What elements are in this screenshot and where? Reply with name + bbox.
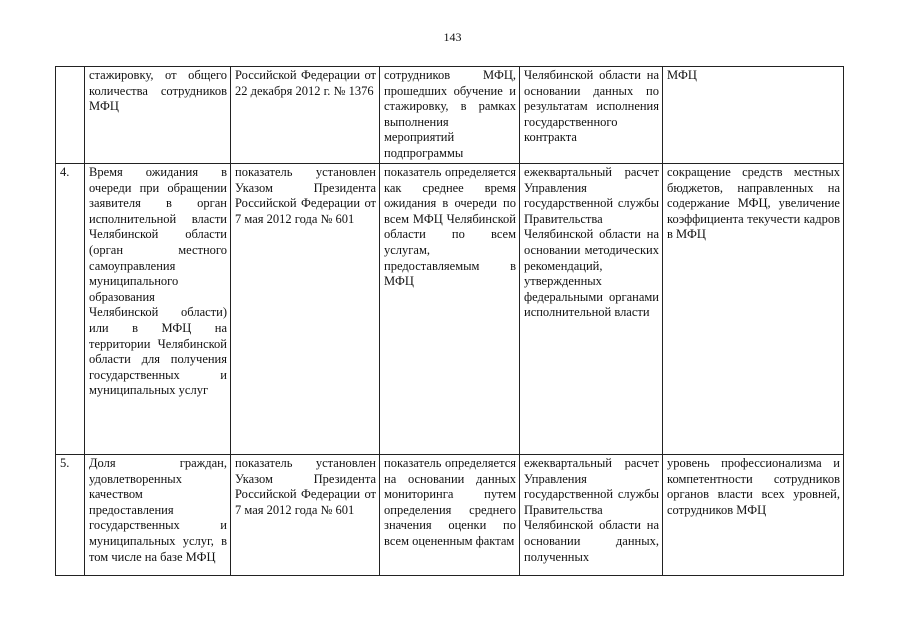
table-row [56,164,844,455]
basis-cell: показатель установлен Указом Президента Российской Федерации от 7 мая 2012 года № 601 [231,164,380,455]
basis-cell: показатель установлен Указом Президента Российской Федерации от 7 мая 2012 года № 601 [231,455,380,576]
row-number-cell: 4. [56,164,85,455]
indicator-cell: стажировку, от общего количества сотрудников МФЦ [85,67,231,164]
row-number-cell [56,67,85,164]
factors-cell: уровень профессионализма и компетентности сотрудников органов власти всех уровней, сотрудников МФЦ [663,455,844,576]
indicator-cell: Доля граждан, удовлетворенных качеством предоставления государственных и муниципальных услуг, в том числе на базе МФЦ [85,455,231,576]
source-cell: ежеквартальный расчет Управления государственной службы Правительства Челябинской области на основании методических рекомендаций, утвержденных федеральными органами исполнительной власти [520,164,663,455]
basis-cell: Российской Федерации от 22 декабря 2012 г. № 1376 [231,67,380,164]
indicators-table [55,66,844,576]
method-cell: сотрудников МФЦ, прошедших обучение и стажировку, в рамках выполнения мероприятий подпрограммы [380,67,520,164]
factors-cell: МФЦ [663,67,844,164]
factors-cell: сокращение средств местных бюджетов, направленных на содержание МФЦ, увеличение коэффициента текучести кадров в МФЦ [663,164,844,455]
method-cell: показатель определяется на основании данных мониторинга путем определения среднего значения оценки по всем оцененным фактам [380,455,520,576]
table-row [56,455,844,576]
source-cell: Челябинской области на основании данных по результатам исполнения государственного контракта [520,67,663,164]
table-row [56,67,844,164]
row-number-cell: 5. [56,455,85,576]
page-number: 143 [443,30,462,44]
source-cell: ежеквартальный расчет Управления государственной службы Правительства Челябинской области на основании данных, полученных [520,455,663,576]
method-cell: показатель определяется как среднее время ожидания в очереди по всем МФЦ Челябинской области по всем услугам, предоставляемым в МФЦ [380,164,520,455]
indicator-cell: Время ожидания в очереди при обращении заявителя в орган исполнительной власти Челябинской области (орган местного самоуправления муниципального образования Челябинской области) или в МФЦ на территории Челябинской области для получения государственных и муниципальных услуг [85,164,231,455]
